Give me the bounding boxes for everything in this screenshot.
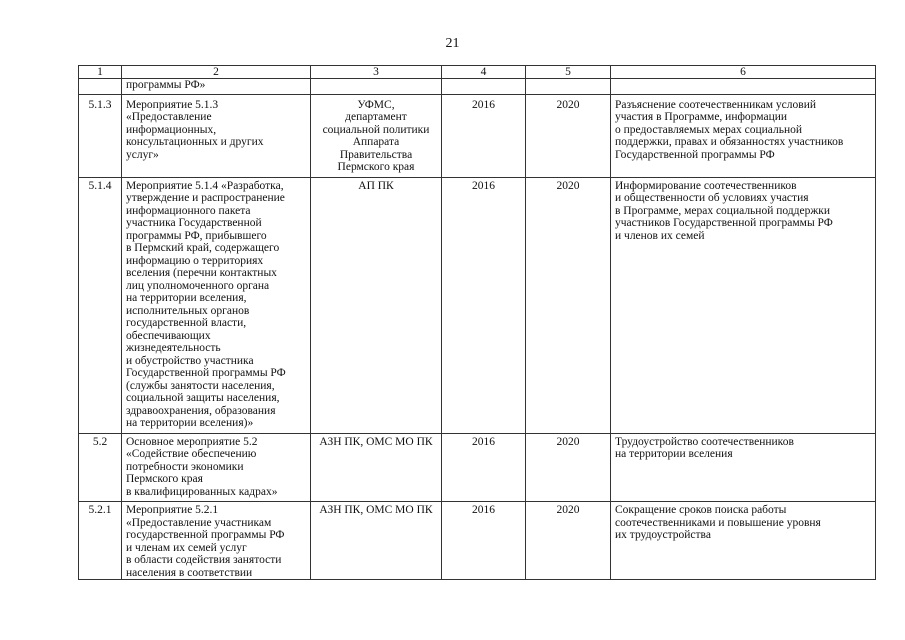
measure-responsible bbox=[311, 79, 442, 95]
measure-result bbox=[611, 79, 876, 95]
measure-id: 5.1.3 bbox=[79, 94, 122, 177]
measure-name: Мероприятие 5.1.4 «Разработка, утверждение и распространение информационного пакета участника Государственной программы РФ, прибывшего в Пермский край, содержащего информацию о территориях вселения (перечни контактных лиц уполномоченного органа на территории вселения, исполнительных органов государственной власти, обеспечивающих жизнедеятельность и обустройство участника Государственной программы РФ (службы занятости населения, социальной защиты населения, здравоохранения, образования на территории вселения)» bbox=[122, 177, 311, 433]
measure-responsible: АЗН ПК, ОМС МО ПК bbox=[311, 433, 442, 502]
measure-responsible: АЗН ПК, ОМС МО ПК bbox=[311, 502, 442, 580]
column-number: 5 bbox=[526, 66, 611, 79]
page-number: 21 bbox=[445, 36, 460, 51]
column-number: 1 bbox=[79, 66, 122, 79]
measure-result: Информирование соотечественников и общественности об условиях участия в Программе, мерах социальной поддержки участников Государственной программы РФ и членов их семей bbox=[611, 177, 876, 433]
column-number: 6 bbox=[611, 66, 876, 79]
column-number: 4 bbox=[442, 66, 526, 79]
measure-end-year bbox=[526, 79, 611, 95]
table-row bbox=[79, 433, 876, 502]
measure-responsible: УФМС, департамент социальной политики Аппарата Правительства Пермского края bbox=[311, 94, 442, 177]
measure-result: Сокращение сроков поиска работы соотечественниками и повышение уровня их трудоустройства bbox=[611, 502, 876, 580]
measure-start-year: 2016 bbox=[442, 433, 526, 502]
measure-id: 5.2 bbox=[79, 433, 122, 502]
measure-responsible: АП ПК bbox=[311, 177, 442, 433]
table-row bbox=[79, 502, 876, 580]
column-number-row bbox=[79, 66, 876, 79]
measure-result: Разъяснение соотечественникам условий участия в Программе, информации о предоставляемых мерах социальной поддержки, правах и обязанностях участников Государственной программы РФ bbox=[611, 94, 876, 177]
table-row bbox=[79, 177, 876, 433]
measure-end-year: 2020 bbox=[526, 433, 611, 502]
measure-id: 5.1.4 bbox=[79, 177, 122, 433]
measure-id bbox=[79, 79, 122, 95]
column-number: 3 bbox=[311, 66, 442, 79]
table-row bbox=[79, 94, 876, 177]
table-row bbox=[79, 79, 876, 95]
measure-end-year: 2020 bbox=[526, 502, 611, 580]
measure-start-year: 2016 bbox=[442, 177, 526, 433]
measure-name: Основное мероприятие 5.2 «Содействие обеспечению потребности экономики Пермского края в квалифицированных кадрах» bbox=[122, 433, 311, 502]
column-number: 2 bbox=[122, 66, 311, 79]
measure-end-year: 2020 bbox=[526, 94, 611, 177]
measure-end-year: 2020 bbox=[526, 177, 611, 433]
measure-result: Трудоустройство соотечественников на территории вселения bbox=[611, 433, 876, 502]
measure-start-year bbox=[442, 79, 526, 95]
measure-name: программы РФ» bbox=[122, 79, 311, 95]
measure-name: Мероприятие 5.2.1 «Предоставление участникам государственной программы РФ и членам их семей услуг в области содействия занятости населения в соответствии bbox=[122, 502, 311, 580]
measures-table bbox=[78, 65, 876, 580]
measure-start-year: 2016 bbox=[442, 94, 526, 177]
measure-id: 5.2.1 bbox=[79, 502, 122, 580]
measure-name: Мероприятие 5.1.3 «Предоставление информационных, консультационных и других услуг» bbox=[122, 94, 311, 177]
measure-start-year: 2016 bbox=[442, 502, 526, 580]
